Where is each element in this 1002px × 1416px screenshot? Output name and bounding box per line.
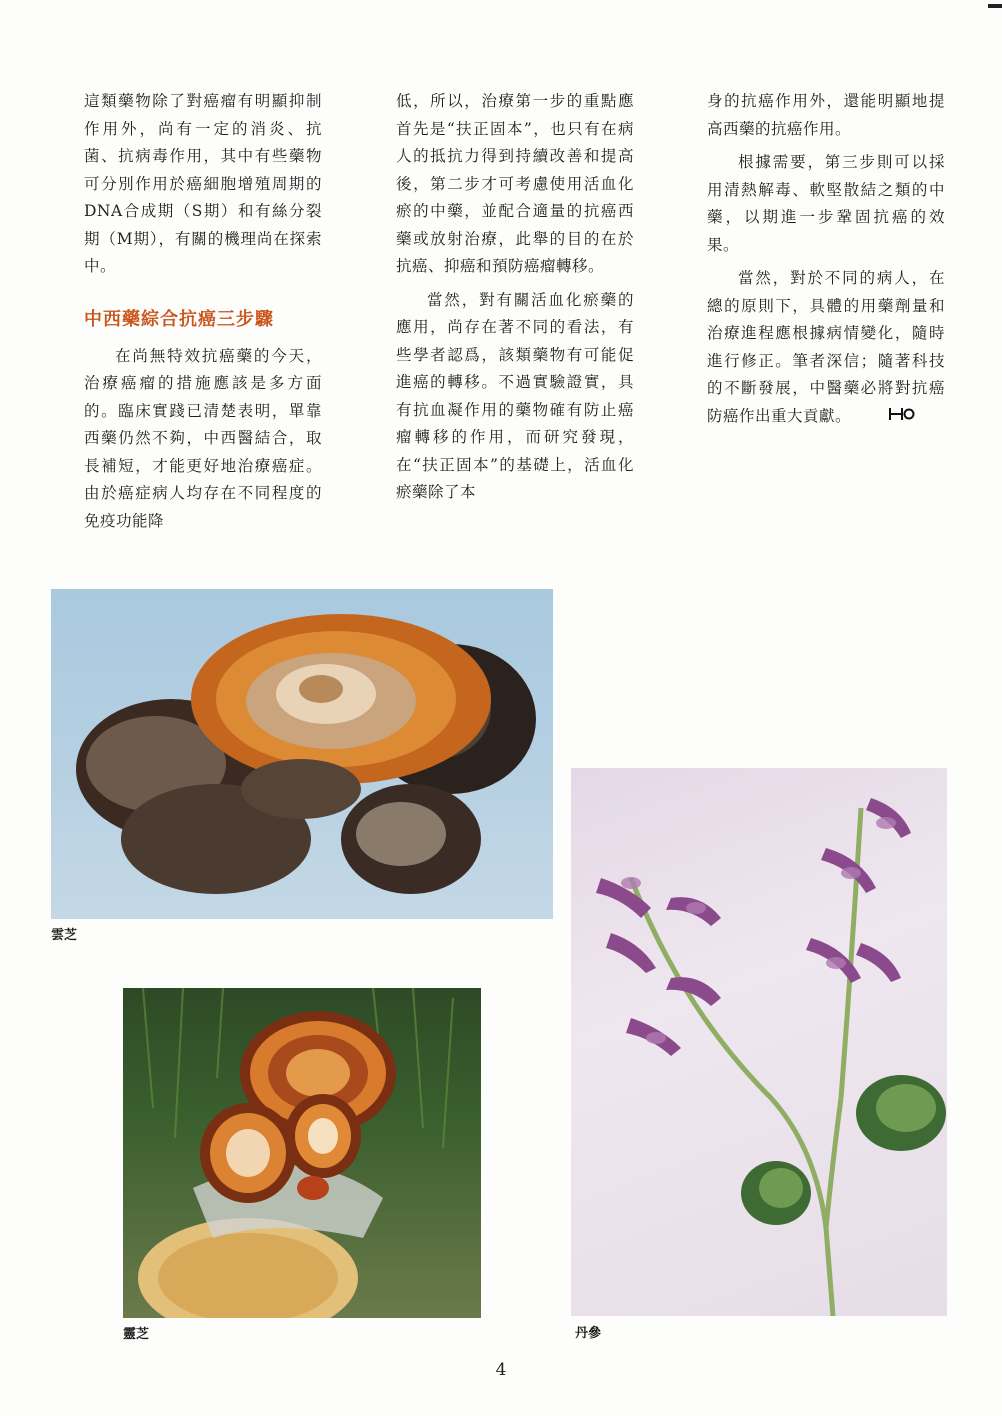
paragraph-with-logo xyxy=(707,265,945,430)
lingzhi-photo xyxy=(123,988,481,1318)
edge-mark xyxy=(988,4,1002,8)
text-column-3 xyxy=(707,88,945,430)
text-column-1 xyxy=(84,88,322,535)
yunzhi-photo xyxy=(51,589,553,919)
paragraph-text: 當然，對於不同的病人，在總的原則下，具體的用藥劑量和治療進程應根據病情變化，隨時進行修正。筆者深信；隨著科技的不斷發展，中醫藥必將對抗癌防癌作出重大貢獻。 xyxy=(707,269,945,425)
paragraph: 根據需要，第三步則可以採用清熱解毒、軟堅散結之類的中藥，以期進一步鞏固抗癌的效果。 xyxy=(707,153,945,254)
text-column-2 xyxy=(396,88,634,507)
danshen-caption: 丹參 xyxy=(575,1326,602,1341)
paragraph: 低，所以，治療第一步的重點應首先是“扶正固本”，也只有在病人的抵抗力得到持續改善和提高後，第二步才可考慮使用活血化瘀的中藥，並配合適量的抗癌西藥或放射治療，此舉的目的在於抗癌、抑癌和預防癌瘤轉移。 xyxy=(396,92,634,275)
lingzhi-caption: 靈芝 xyxy=(123,1327,150,1342)
paragraph: 身的抗癌作用外，還能明顯地提高西藥的抗癌作用。 xyxy=(707,92,945,138)
yunzhi-caption: 雲芝 xyxy=(51,928,78,943)
hc-logo-icon xyxy=(857,403,916,431)
paragraph: 當然，對有關活血化瘀藥的應用，尚存在著不同的看法，有些學者認爲，該類藥物有可能促進癌的轉移。不過實驗證實，具有抗血凝作用的藥物確有防止癌瘤轉移的作用，而研究發現，在“扶正固本”的基礎上，活血化瘀藥除了本 xyxy=(396,290,634,501)
page-number: 4 xyxy=(495,1360,507,1380)
paragraph: 這類藥物除了對癌瘤有明顯抑制作用外，尚有一定的消炎、抗菌、抗病毒作用，其中有些藥物可分別作用於癌細胞增殖周期的DNA合成期（S期）和有絲分裂期（M期），有關的機理尚在探索中。 xyxy=(84,92,322,275)
paragraph: 在尚無特效抗癌藥的今天，治療癌瘤的措施應該是多方面的。臨床實踐已清楚表明，單靠西藥仍然不夠，中西醫結合，取長補短，才能更好地治療癌症。由於癌症病人均存在不同程度的免疫功能降 xyxy=(84,346,322,530)
danshen-photo xyxy=(571,768,947,1316)
section-heading: 中西藥綜合抗癌三步驟 xyxy=(84,308,274,330)
